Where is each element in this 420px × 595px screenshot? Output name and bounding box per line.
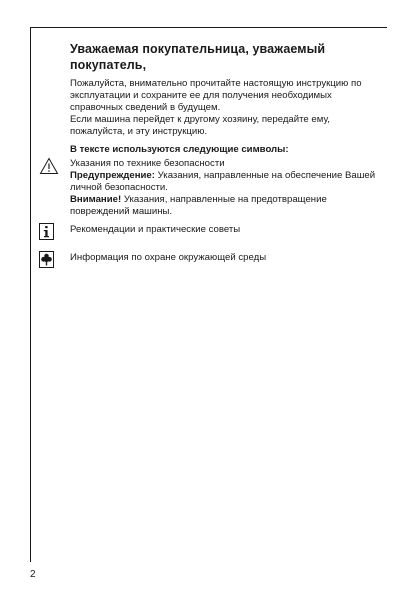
safety-symbol-text bbox=[70, 158, 382, 218]
environment-symbol-text: Информация по охране окружающей среды bbox=[70, 252, 267, 263]
margin-rule bbox=[30, 27, 31, 562]
symbols-heading: В тексте используются следующие символы: bbox=[70, 144, 289, 155]
warning-triangle-icon bbox=[39, 157, 59, 175]
caution-text: Указания, направленные на предотвращение повреждений машины. bbox=[70, 193, 327, 217]
intro-paragraph-2: Если машина перейдет к другому хозяину, передайте ему, пожалуйста, и эту инструкцию. bbox=[70, 113, 330, 137]
warning-paragraph bbox=[70, 170, 382, 194]
environment-tree-icon bbox=[39, 251, 54, 268]
safety-line: Указания по технике безопасности bbox=[70, 158, 225, 169]
intro-paragraph-1: Пожалуйста, внимательно прочитайте настоящую инструкцию по эксплуатации и сохраните ее для получения необходимых справочных сведений в будущем. bbox=[70, 78, 362, 113]
warning-text: Указания, направленные на обеспечение Вашей личной безопасности. bbox=[70, 169, 376, 193]
page-number: 2 bbox=[30, 569, 36, 580]
page-title: Уважаемая покупательница, уважаемый покупатель, bbox=[70, 42, 326, 72]
warning-label: Предупреждение: bbox=[70, 169, 155, 181]
caution-label: Внимание! bbox=[70, 193, 122, 205]
tips-symbol-text: Рекомендации и практические советы bbox=[70, 224, 241, 235]
info-icon bbox=[39, 223, 54, 240]
caution-paragraph bbox=[70, 194, 382, 218]
intro-text bbox=[70, 78, 382, 138]
top-rule bbox=[30, 27, 387, 28]
